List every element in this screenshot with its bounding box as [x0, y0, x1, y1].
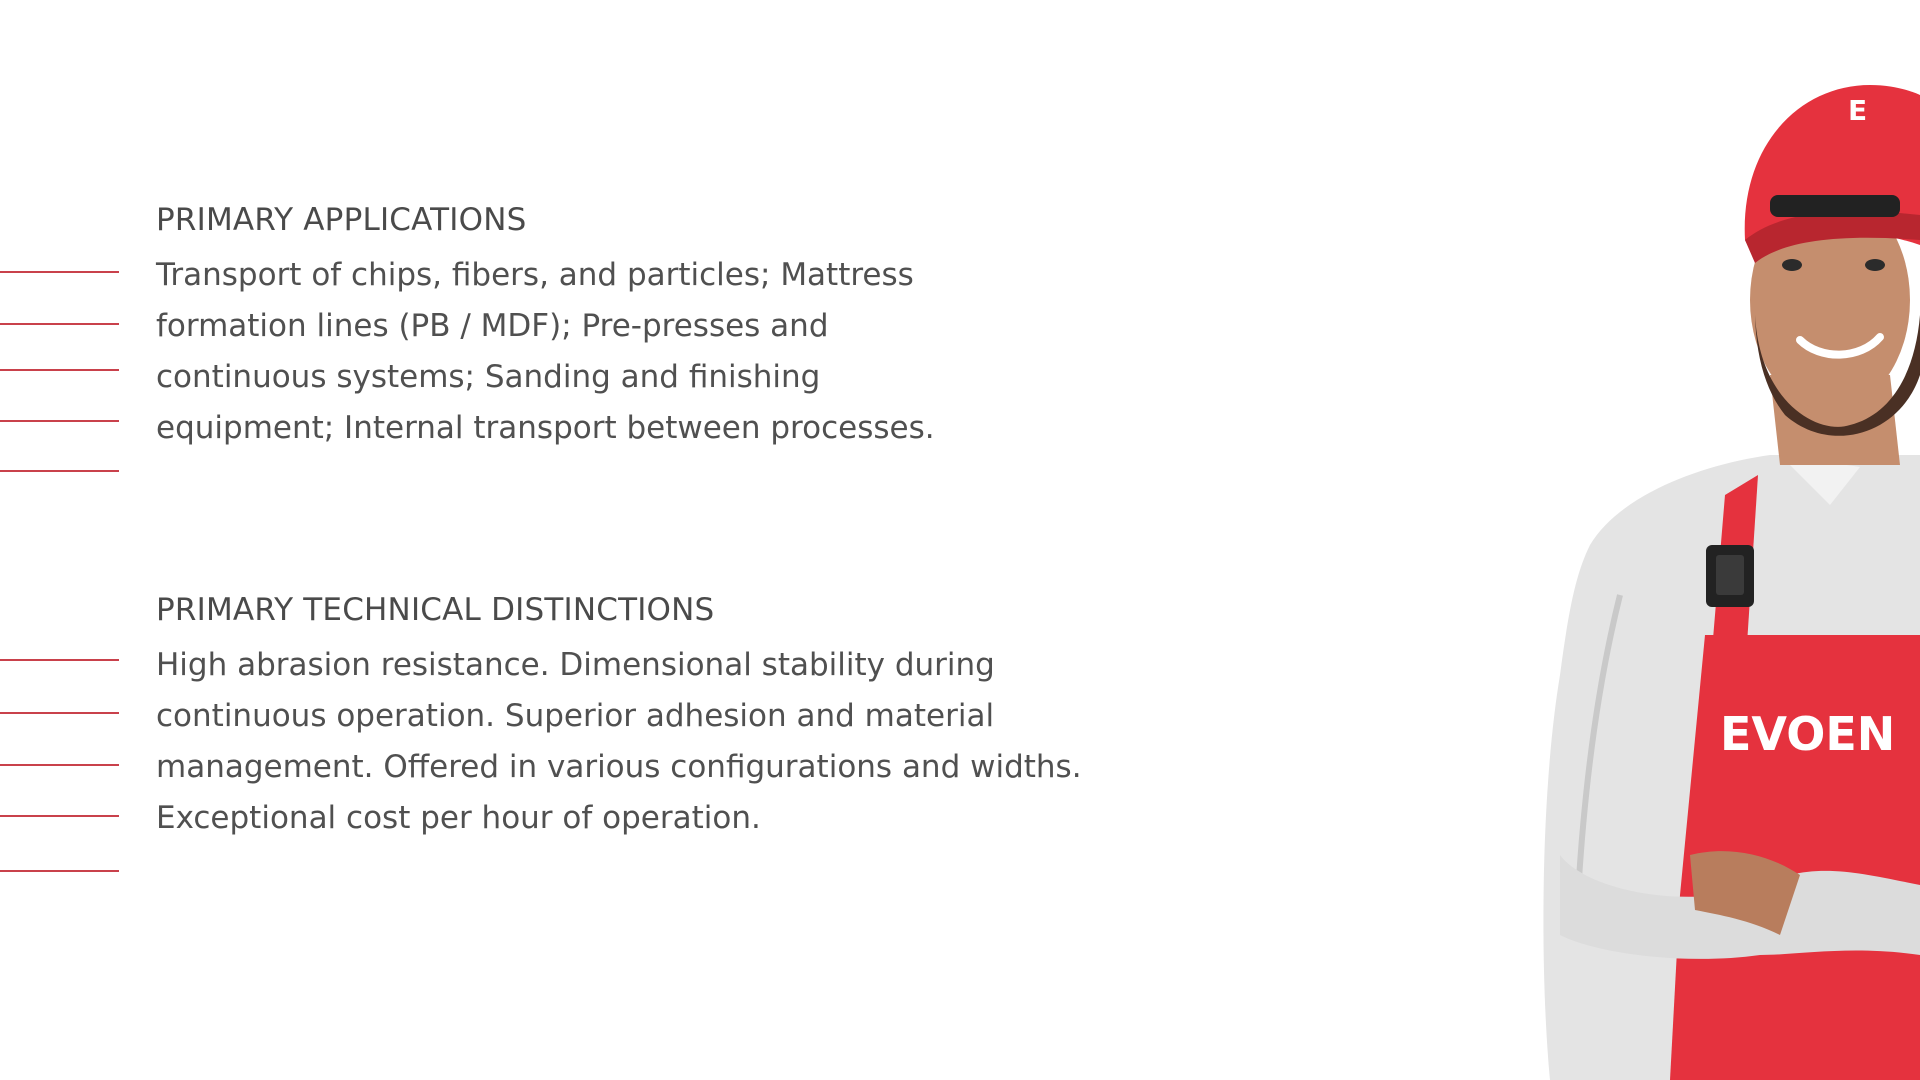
- section-body: High abrasion resistance. Dimensional stability during continuous operation. Superior adhesion and material management. Offered in various configurations and widths. Exceptional cost per hour of operation.: [156, 647, 1082, 836]
- rule-line: [0, 815, 119, 817]
- rule-line: [0, 659, 119, 661]
- rule-line: [0, 470, 119, 472]
- primary-technical-distinctions-section: [156, 589, 1156, 844]
- rule-line: [0, 420, 119, 422]
- rule-line: [0, 764, 119, 766]
- rule-line: [0, 870, 119, 872]
- primary-applications-section: [156, 199, 976, 454]
- section-heading: PRIMARY APPLICATIONS: [156, 202, 527, 238]
- rule-line: [0, 712, 119, 714]
- section-body: Transport of chips, fibers, and particles; Mattress formation lines (PB / MDF); Pre-presses and continuous systems; Sanding and finishing equipment; Internal transport between processes.: [156, 257, 935, 446]
- rule-line: [0, 369, 119, 371]
- worker-helmet-logo: E: [1848, 94, 1868, 127]
- rule-line: [0, 323, 119, 325]
- worker-overall-logo: EVOEN: [1720, 707, 1896, 761]
- section-heading: PRIMARY TECHNICAL DISTINCTIONS: [156, 592, 715, 628]
- worker-photo: [1530, 75, 1920, 1080]
- decorative-rules: [0, 0, 120, 1080]
- rule-line: [0, 271, 119, 273]
